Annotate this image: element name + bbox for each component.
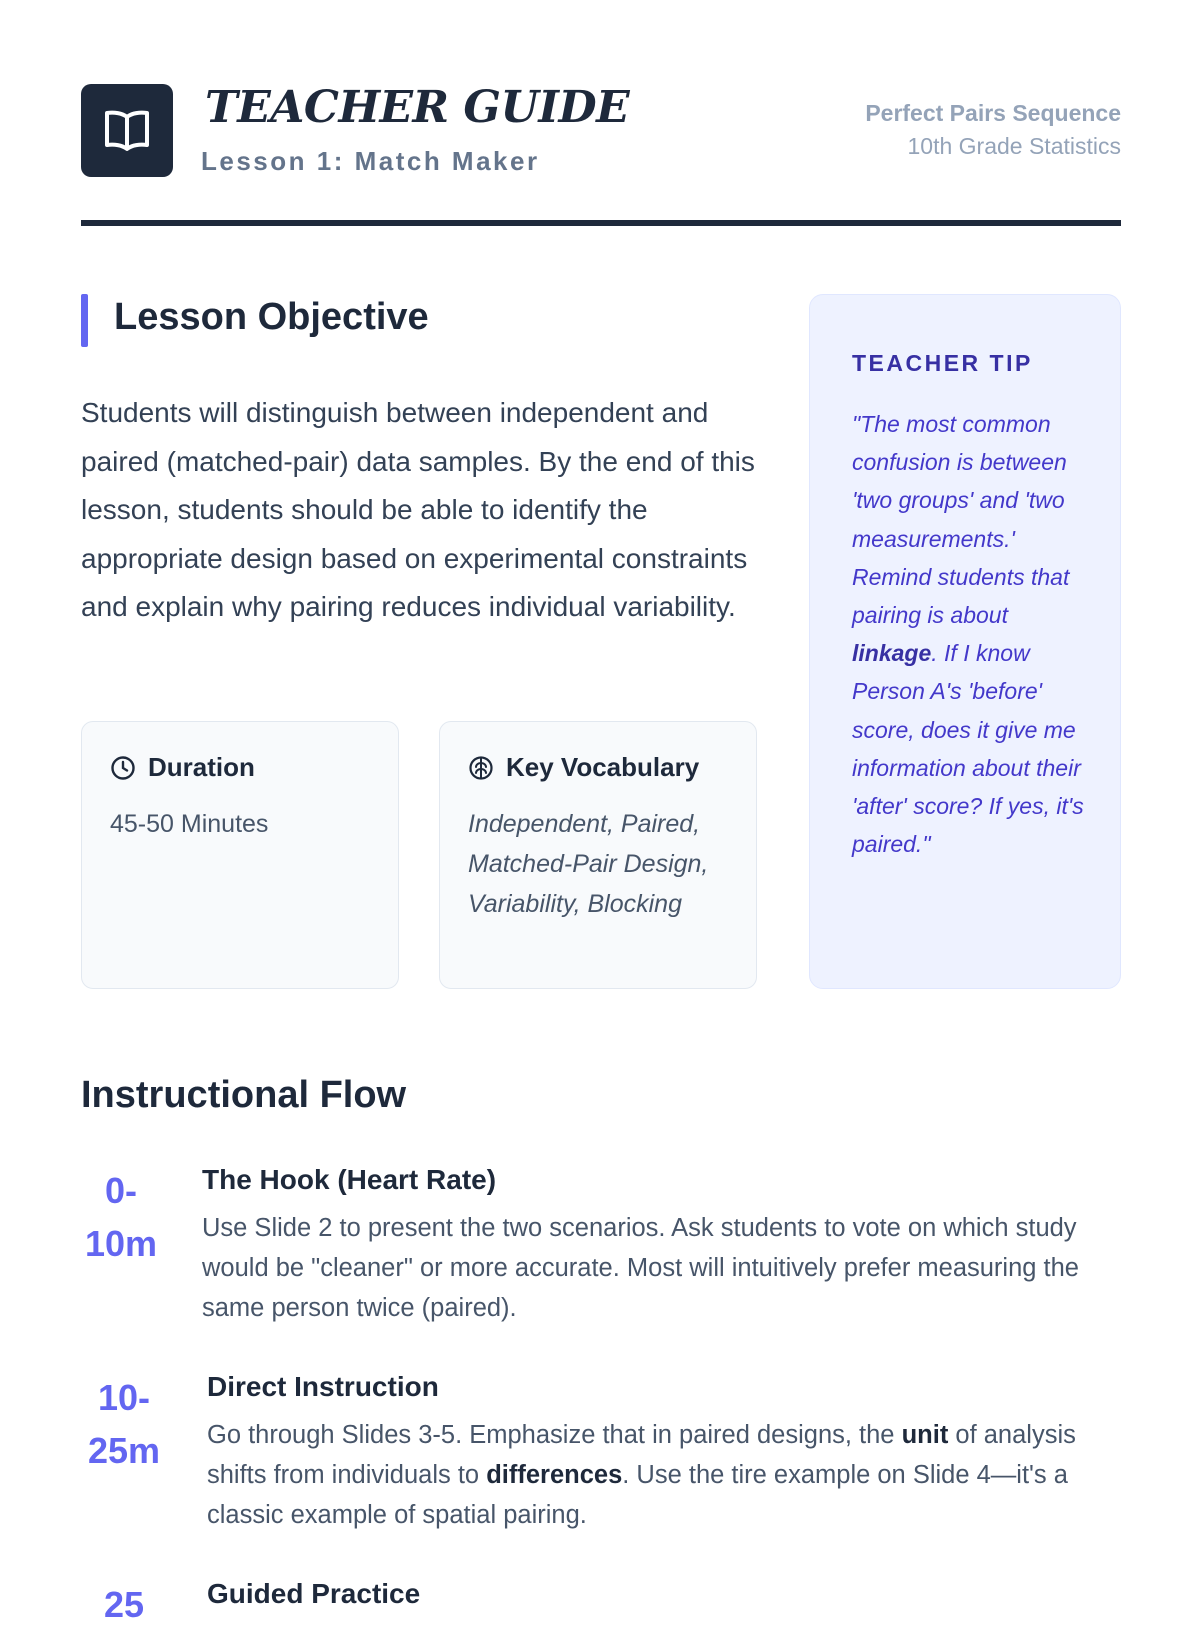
section-accent-bar xyxy=(81,294,88,347)
step-time-end: 25m xyxy=(87,1430,161,1471)
duration-card xyxy=(81,721,399,989)
step-text-bold: differences xyxy=(486,1461,623,1489)
duration-label: Duration xyxy=(148,752,255,782)
clock-icon xyxy=(110,755,136,781)
step-text-bold: unit xyxy=(901,1421,949,1449)
logo xyxy=(81,84,173,177)
objective-heading: Lesson Objective xyxy=(114,296,429,338)
step-time-end: 10m xyxy=(84,1223,158,1264)
duration-heading xyxy=(110,752,255,783)
vocabulary-terms: Independent, Paired, Matched-Pair Design, Variability, Blocking xyxy=(468,810,709,918)
vocabulary-heading xyxy=(468,752,699,783)
tip-emphasis: linkage xyxy=(852,640,932,667)
header-divider xyxy=(81,220,1121,226)
brain-icon xyxy=(468,755,494,781)
sequence-name: Perfect Pairs Sequence xyxy=(865,100,1121,126)
step-time xyxy=(81,1164,161,1270)
step-title: Guided Practice xyxy=(207,1578,421,1609)
step-time xyxy=(81,1371,167,1477)
vocabulary-label: Key Vocabulary xyxy=(506,752,700,782)
objective-text: Students will distinguish between independent and paired (matched-pair) data samples. By the end of this lesson, students should be able to identify the appropriate design based on experimental constraints and explain why pairing reduces individual variability. xyxy=(81,397,755,622)
page-title: TEACHER GUIDE xyxy=(205,82,630,133)
step-time xyxy=(81,1578,167,1631)
step-text: Use Slide 2 to present the two scenarios. Ask students to vote on which study would be "cleaner" or more accurate. Most will intuitively prefer measuring the same person twice (paired). xyxy=(202,1214,1079,1322)
open-book-icon xyxy=(102,108,152,154)
grade-level: 10th Grade Statistics xyxy=(907,133,1121,159)
step-text-part: . Use the tire example on Slide 4—it's a classic example of spatial pairing. xyxy=(207,1461,1068,1529)
lesson-subtitle: Lesson 1: Match Maker xyxy=(201,146,540,176)
teacher-tip-text xyxy=(852,405,1092,863)
teacher-guide-page xyxy=(81,0,1121,1625)
step-title: Direct Instruction xyxy=(207,1371,439,1402)
flow-heading: Instructional Flow xyxy=(81,1074,407,1116)
step-title: The Hook (Heart Rate) xyxy=(202,1164,497,1195)
step-time-start: 25 xyxy=(103,1584,145,1625)
tip-text-before: "The most common confusion is between 'two groups' and 'two measurements.' Remind students that pairing is about xyxy=(852,411,1070,629)
teacher-tip-label: TEACHER TIP xyxy=(852,350,1033,376)
step-text-part: of analysis shifts from individuals to xyxy=(207,1421,1076,1489)
step-text-part: Go through Slides 3-5. Emphasize that in paired designs, the xyxy=(207,1421,902,1449)
step-time-start: 10- xyxy=(97,1377,151,1418)
step-text xyxy=(207,1415,1097,1535)
tip-text-after: . If I know Person A's 'before' score, does it give me information about their 'after' score? If yes, it's paired." xyxy=(852,640,1084,858)
vocabulary-card xyxy=(439,721,757,989)
duration-value: 45-50 Minutes xyxy=(110,810,269,838)
step-time-start: 0- xyxy=(104,1170,137,1211)
teacher-tip-box xyxy=(809,294,1121,989)
